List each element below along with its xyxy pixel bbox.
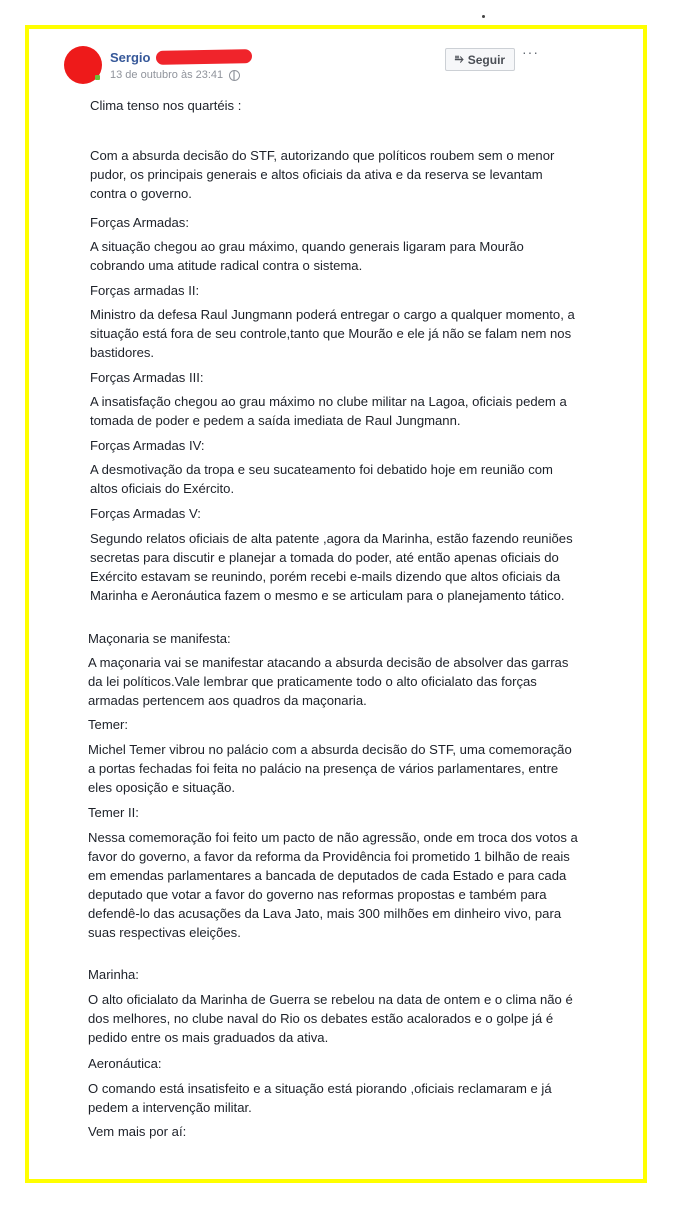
follow-button[interactable] (445, 48, 515, 71)
paragraph: Aeronáutica: (88, 1056, 162, 1071)
paragraph: Forças Armadas IV: (90, 438, 205, 453)
paragraph: Forças Armadas V: (90, 506, 201, 521)
paragraph: Clima tenso nos quartéis : (90, 98, 242, 113)
paragraph: Segundo relatos oficiais de alta patente ,agora da Marinha, estão fazendo reuniões secretas para discutir e planejar a tomada do poder, até então apenas oficiais do Exército estavam se reunindo, porém recebi e-mails dizendo que altos oficiais da Marinha e Aeronáutica fazem o mesmo e se articulam para o planejamento tático. (90, 531, 573, 603)
paragraph: Nessa comemoração foi feito um pacto de não agressão, onde em troca dos votos a favor do governo, a favor da reforma da Providência foi prometido 1 bilhão de reais em emendas parlamentares a bancada de deputados de cada Estado e para cada deputado que votar a favor do governo nas reformas propostas e também para defendê-lo das acusações da Lava Jato, mais 300 milhões em dinheiro vivo, para suas respectivas eleições. (88, 830, 578, 940)
paragraph: Ministro da defesa Raul Jungmann poderá entregar o cargo a qualquer momento, a situação está fora de seu controle,tanto que Mourão e ele já não se falam nem nos bastidores. (90, 307, 575, 360)
paragraph: Maçonaria se manifesta: (88, 631, 231, 646)
paragraph: O alto oficialato da Marinha de Guerra se rebelou na data de ontem e o clima não é dos melhores, no clube naval do Rio os debates estão acalorados e o golpe já é pedido entre os mais graduados da ativa. (88, 992, 573, 1045)
globe-icon[interactable] (229, 70, 240, 81)
redacted-surname (156, 49, 252, 65)
post-meta (110, 69, 240, 81)
post-timestamp[interactable]: 13 de outubro às 23:41 (110, 69, 224, 81)
paragraph: Forças armadas II: (90, 283, 200, 298)
author-row (110, 48, 252, 66)
more-options-icon[interactable]: ··· (522, 44, 539, 60)
paragraph: A situação chegou ao grau máximo, quando generais ligaram para Mourão cobrando uma atitude radical contra o sistema. (90, 239, 524, 273)
paragraph: Michel Temer vibrou no palácio com a absurda decisão do STF, uma comemoração a portas fechadas foi feita no palácio na presença de vários parlamentares, entre eles oposição e situação. (88, 742, 572, 795)
paragraph: A maçonaria vai se manifestar atacando a absurda decisão de absolver das garras da lei políticos.Vale lembrar que praticamente todo o alto oficialato das forças armadas pertencem aos quadros da maçonaria. (88, 655, 569, 708)
paragraph: Vem mais por aí: (88, 1124, 187, 1139)
paragraph: Marinha: (88, 967, 139, 982)
author-name[interactable]: Sergio (110, 49, 151, 65)
paragraph: Forças Armadas: (90, 215, 189, 230)
stray-dot (482, 15, 485, 18)
paragraph: O comando está insatisfeito e a situação está piorando ,oficiais reclamaram e já pedem a intervenção militar. (88, 1081, 552, 1115)
follow-label: Seguir (467, 52, 506, 67)
paragraph: Forças Armadas III: (90, 370, 204, 385)
rss-icon: ⥱ (454, 53, 464, 65)
paragraph: A desmotivação da tropa e seu sucateamento foi debatido hoje em reunião com altos oficiais do Exército. (90, 462, 553, 496)
paragraph: Temer II: (88, 805, 139, 820)
avatar[interactable] (64, 46, 102, 84)
paragraph: A insatisfação chegou ao grau máximo no clube militar na Lagoa, oficiais pedem a tomada de poder e pedem a saída imediata de Raul Jungmann. (90, 394, 567, 428)
paragraph: Com a absurda decisão do STF, autorizando que políticos roubem sem o menor pudor, os principais generais e altos oficiais da ativa e da reserva se levantam contra o governo. (90, 148, 555, 201)
paragraph: Temer: (88, 717, 129, 732)
